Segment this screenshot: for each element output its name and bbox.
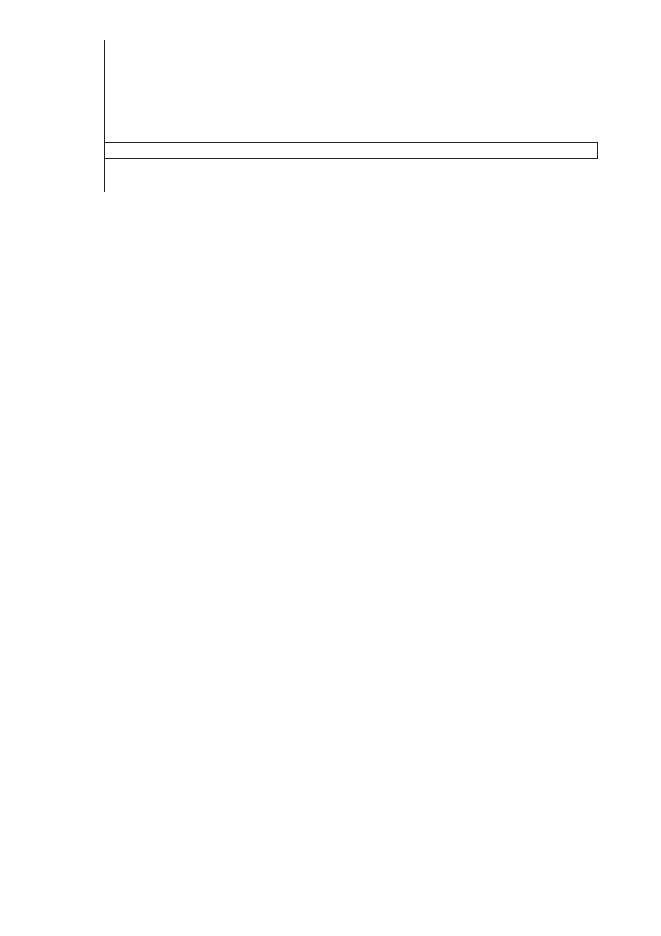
document-page xyxy=(62,28,598,206)
table-3 xyxy=(62,40,598,192)
thickness-header xyxy=(62,40,104,192)
foil-header xyxy=(104,142,598,158)
